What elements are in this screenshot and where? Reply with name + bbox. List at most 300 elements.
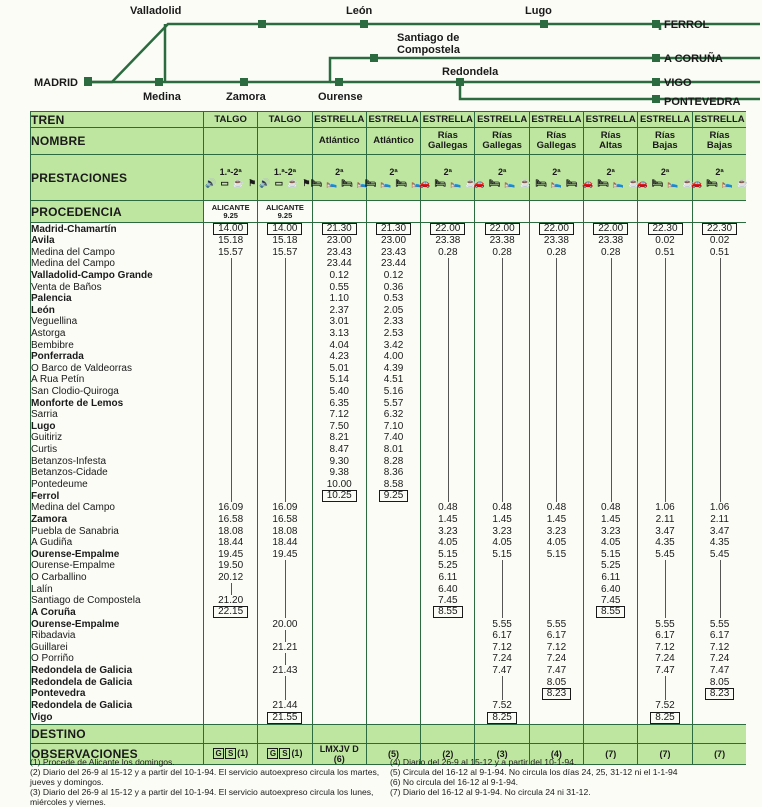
pass-line — [231, 455, 232, 467]
pass-line — [448, 328, 449, 340]
time-cell — [475, 223, 529, 236]
obs-box: G — [267, 748, 278, 759]
time-cell — [258, 467, 312, 479]
time-cell: 7.47 — [529, 665, 583, 677]
time-cell — [584, 467, 638, 479]
pass-line — [502, 386, 503, 398]
prestaciones-cell — [638, 155, 692, 201]
time-cell — [258, 281, 312, 293]
service-icon: 🛌 — [356, 178, 368, 188]
pass-line — [502, 467, 503, 479]
footnote: (3) Diario del 26-9 al 15-12 y a partir del 10-1-94. El servicio autoexpreso circula los lunes, miércoles y viernes. — [30, 787, 374, 807]
time-cell: 23.38 — [529, 235, 583, 247]
time-cell — [584, 339, 638, 351]
time-cell — [312, 700, 366, 712]
nombre-cell: Rías Gallegas — [421, 128, 475, 155]
destino-cell — [421, 724, 475, 743]
time-cell — [584, 258, 638, 270]
service-icon: 🚗 — [473, 178, 485, 188]
boxed-time: 8.23 — [542, 688, 571, 700]
pass-line — [231, 328, 232, 340]
pass-line — [231, 374, 232, 386]
time-cell: 4.51 — [366, 374, 420, 386]
time-cell — [258, 432, 312, 444]
pass-line — [556, 432, 557, 444]
time-cell: 19.45 — [204, 548, 258, 560]
time-cell — [529, 712, 583, 725]
station-name: Guillarei — [31, 642, 204, 654]
time-cell: 8.05 — [692, 676, 746, 688]
pass-line — [502, 374, 503, 386]
time-cell — [529, 386, 583, 398]
footnote: (7) Diario del 16-12 al 9-1-94. No circula 24 ni 31-12. — [390, 787, 591, 797]
time-cell — [258, 339, 312, 351]
obs-box: S — [225, 748, 236, 759]
pass-line — [556, 281, 557, 293]
pass-line — [448, 409, 449, 421]
station-row — [31, 421, 747, 433]
time-cell — [258, 293, 312, 305]
route-map — [0, 0, 762, 112]
pass-line — [285, 676, 286, 688]
station-name: Medina del Campo — [31, 502, 204, 514]
station-row — [31, 606, 747, 618]
boxed-time: 22.30 — [648, 223, 683, 235]
services — [582, 167, 640, 188]
boxed-time: 22.15 — [213, 606, 248, 618]
boxed-time: 9.25 — [379, 490, 408, 502]
pass-line — [611, 421, 612, 433]
time-cell: 5.15 — [421, 548, 475, 560]
time-cell: 4.39 — [366, 363, 420, 375]
time-cell: 4.35 — [638, 537, 692, 549]
pass-line — [285, 478, 286, 490]
pass-line — [502, 316, 503, 328]
time-cell — [638, 409, 692, 421]
time-cell — [366, 630, 420, 642]
time-cell — [475, 374, 529, 386]
time-cell — [692, 270, 746, 282]
time-cell — [421, 653, 475, 665]
time-cell — [421, 478, 475, 490]
pass-line — [231, 316, 232, 328]
time-cell — [584, 478, 638, 490]
time-cell: 8.47 — [312, 444, 366, 456]
station-row — [31, 502, 747, 514]
time-cell — [421, 223, 475, 236]
time-cell: 2.53 — [366, 328, 420, 340]
pass-line — [665, 316, 666, 328]
time-cell: 7.24 — [638, 653, 692, 665]
time-cell — [258, 630, 312, 642]
prestaciones-cell — [529, 155, 583, 201]
time-cell — [366, 712, 420, 725]
time-cell — [638, 386, 692, 398]
pass-line — [231, 305, 232, 317]
pass-line — [502, 432, 503, 444]
pass-line — [556, 421, 557, 433]
time-cell — [258, 316, 312, 328]
pass-line — [448, 421, 449, 433]
time-cell — [529, 421, 583, 433]
service-icons — [474, 178, 531, 188]
time-cell — [638, 374, 692, 386]
time-cell: 15.18 — [204, 235, 258, 247]
pass-line — [502, 328, 503, 340]
time-cell — [475, 606, 529, 618]
pass-line — [556, 351, 557, 363]
station-name: O Porriño — [31, 653, 204, 665]
pass-line — [285, 421, 286, 433]
pass-line — [720, 606, 721, 618]
time-cell — [692, 281, 746, 293]
time-cell — [475, 421, 529, 433]
station-row — [31, 514, 747, 526]
pass-line — [448, 339, 449, 351]
time-cell — [421, 618, 475, 630]
time-cell — [638, 467, 692, 479]
station-name: Avila — [31, 235, 204, 247]
pass-line — [665, 258, 666, 270]
time-cell: 23.44 — [366, 258, 420, 270]
pass-line — [720, 444, 721, 456]
pass-line — [720, 386, 721, 398]
station-name: Vigo — [31, 712, 204, 725]
time-cell — [421, 630, 475, 642]
time-cell — [204, 351, 258, 363]
time-cell — [692, 258, 746, 270]
pass-line — [665, 606, 666, 618]
time-cell — [204, 328, 258, 340]
tren-cell: ESTRELLA — [638, 112, 692, 128]
station-row — [31, 235, 747, 247]
pass-line — [285, 560, 286, 572]
boxed-time: 21.30 — [376, 223, 411, 235]
pass-line — [665, 397, 666, 409]
pass-line — [720, 583, 721, 595]
procedencia-cell — [692, 201, 746, 223]
station-row — [31, 432, 747, 444]
time-cell: 7.52 — [475, 700, 529, 712]
time-cell — [312, 630, 366, 642]
station-row — [31, 572, 747, 584]
station-row — [31, 595, 747, 607]
time-cell — [312, 514, 366, 526]
service-icons — [259, 178, 310, 188]
time-cell — [366, 665, 420, 677]
time-cell — [258, 455, 312, 467]
time-cell — [258, 595, 312, 607]
time-cell — [584, 409, 638, 421]
prestaciones-cell — [421, 155, 475, 201]
time-cell — [529, 363, 583, 375]
pass-line — [231, 490, 232, 502]
class-label: 1.ª-2ª — [219, 167, 242, 177]
pass-line — [285, 467, 286, 479]
city-lugo: Lugo — [525, 5, 552, 17]
time-cell — [638, 676, 692, 688]
station-name: Betanzos-Infesta — [31, 455, 204, 467]
time-cell: 3.01 — [312, 316, 366, 328]
time-cell: 21.21 — [258, 642, 312, 654]
pass-line — [285, 305, 286, 317]
time-cell: 3.23 — [529, 525, 583, 537]
time-cell — [421, 293, 475, 305]
time-cell — [204, 374, 258, 386]
time-cell — [638, 444, 692, 456]
pass-line — [720, 421, 721, 433]
pass-line — [502, 363, 503, 375]
time-cell — [258, 374, 312, 386]
time-cell — [638, 583, 692, 595]
boxed-time: 8.25 — [650, 712, 679, 724]
services — [258, 167, 311, 188]
time-cell — [204, 467, 258, 479]
pass-line — [611, 258, 612, 270]
pass-line — [231, 363, 232, 375]
time-cell: 5.25 — [421, 560, 475, 572]
station-name: Palencia — [31, 293, 204, 305]
tren-cell: ESTRELLA — [692, 112, 746, 128]
time-cell — [529, 281, 583, 293]
time-cell — [475, 444, 529, 456]
time-cell — [258, 560, 312, 572]
time-cell — [421, 421, 475, 433]
city-santiago-1: Santiago de — [397, 32, 460, 44]
pass-line — [720, 270, 721, 282]
service-icon: 🛌 — [612, 178, 625, 188]
pass-line — [502, 595, 503, 607]
time-cell — [366, 618, 420, 630]
pass-line — [285, 281, 286, 293]
time-cell: 3.13 — [312, 328, 366, 340]
time-cell — [312, 665, 366, 677]
time-cell — [638, 397, 692, 409]
pass-line — [665, 386, 666, 398]
pass-line — [231, 409, 232, 421]
time-cell: 6.17 — [638, 630, 692, 642]
pass-line — [285, 328, 286, 340]
time-cell — [258, 676, 312, 688]
nombre-label: NOMBRE — [31, 128, 204, 155]
pass-line — [720, 363, 721, 375]
time-cell — [475, 712, 529, 725]
station-name: Puebla de Sanabria — [31, 525, 204, 537]
pass-line — [720, 467, 721, 479]
time-cell: 0.48 — [529, 502, 583, 514]
service-icons — [311, 178, 368, 188]
time-cell: 21.20 — [204, 595, 258, 607]
time-cell — [421, 397, 475, 409]
time-cell — [258, 363, 312, 375]
time-cell: 5.15 — [529, 548, 583, 560]
time-cell: 9.30 — [312, 455, 366, 467]
pass-line — [665, 676, 666, 688]
pass-line — [720, 490, 721, 502]
time-cell — [204, 421, 258, 433]
time-cell — [366, 595, 420, 607]
pass-line — [285, 397, 286, 409]
pass-line — [720, 397, 721, 409]
time-cell: 4.05 — [584, 537, 638, 549]
station-name: Monforte de Lemos — [31, 397, 204, 409]
time-cell — [421, 363, 475, 375]
city-zamora: Zamora — [226, 91, 266, 103]
time-cell — [366, 490, 420, 502]
station-name: Ourense-Empalme — [31, 618, 204, 630]
time-cell — [421, 281, 475, 293]
time-cell — [584, 328, 638, 340]
time-cell: 0.28 — [529, 247, 583, 259]
pass-line — [285, 630, 286, 642]
time-cell: 7.12 — [475, 642, 529, 654]
service-icon: ☕ — [287, 178, 299, 188]
time-cell — [475, 339, 529, 351]
destino-cell — [475, 724, 529, 743]
time-cell — [312, 712, 366, 725]
time-cell: 18.44 — [258, 537, 312, 549]
station-row — [31, 316, 747, 328]
time-cell — [366, 548, 420, 560]
pass-line — [285, 606, 286, 618]
prestaciones-cell — [364, 155, 423, 201]
service-icon: 🛏 — [535, 178, 547, 188]
pass-line — [285, 339, 286, 351]
tren-cell: TALGO — [258, 112, 312, 128]
time-cell — [258, 712, 312, 725]
time-cell — [475, 386, 529, 398]
obs-text: (4) — [550, 748, 562, 759]
footnotes — [30, 757, 750, 807]
time-cell — [692, 606, 746, 618]
time-cell: 0.28 — [421, 247, 475, 259]
time-cell — [258, 421, 312, 433]
station-name: Veguellina — [31, 316, 204, 328]
time-cell — [529, 409, 583, 421]
prestaciones-cell — [691, 155, 749, 201]
time-cell — [584, 642, 638, 654]
service-icon: ☕ — [519, 178, 531, 188]
time-cell: 20.00 — [258, 618, 312, 630]
service-icon: 🛏 — [310, 178, 323, 188]
time-cell: 2.11 — [692, 514, 746, 526]
pass-line — [285, 351, 286, 363]
pass-line — [720, 339, 721, 351]
pass-line — [285, 386, 286, 398]
pass-line — [448, 351, 449, 363]
time-cell — [366, 537, 420, 549]
pass-line — [665, 270, 666, 282]
station-row — [31, 548, 747, 560]
station-name: Venta de Baños — [31, 281, 204, 293]
service-icon: 🛌 — [449, 178, 462, 188]
station-row — [31, 247, 747, 259]
station-name: Bembibre — [31, 339, 204, 351]
pass-line — [285, 490, 286, 502]
station-row — [31, 223, 747, 236]
time-cell — [204, 339, 258, 351]
pass-line — [502, 606, 503, 618]
time-cell — [421, 688, 475, 700]
pass-line — [285, 409, 286, 421]
time-cell — [258, 444, 312, 456]
time-cell — [584, 386, 638, 398]
station-row — [31, 409, 747, 421]
pass-line — [231, 397, 232, 409]
time-cell — [584, 700, 638, 712]
service-icon: 🚗 — [419, 178, 431, 188]
station-name: Zamora — [31, 514, 204, 526]
pass-line — [502, 258, 503, 270]
pass-line — [231, 351, 232, 363]
class-label: 2ª — [335, 167, 344, 177]
pass-line — [502, 444, 503, 456]
time-cell: 23.00 — [312, 235, 366, 247]
time-cell — [421, 665, 475, 677]
time-cell: 7.47 — [692, 665, 746, 677]
time-cell — [692, 351, 746, 363]
time-cell — [366, 688, 420, 700]
time-cell — [421, 712, 475, 725]
service-icon: 🚗 — [636, 178, 648, 188]
time-cell: 6.17 — [529, 630, 583, 642]
services — [473, 167, 531, 188]
service-icons — [419, 178, 476, 188]
boxed-time: 8.23 — [705, 688, 734, 700]
station-name: O Barco de Valdeorras — [31, 363, 204, 375]
time-cell — [529, 444, 583, 456]
time-cell: 0.48 — [584, 502, 638, 514]
time-cell: 0.48 — [475, 502, 529, 514]
time-cell: 2.37 — [312, 305, 366, 317]
services — [310, 167, 368, 188]
time-cell — [475, 258, 529, 270]
time-cell: 16.58 — [258, 514, 312, 526]
service-icon: ⚑ — [248, 178, 257, 188]
class-label: 2ª — [660, 167, 670, 177]
time-cell: 23.43 — [312, 247, 366, 259]
time-cell — [692, 688, 746, 700]
time-cell: 8.01 — [366, 444, 420, 456]
time-cell — [584, 676, 638, 688]
time-cell — [258, 583, 312, 595]
pass-line — [285, 270, 286, 282]
time-cell — [312, 525, 366, 537]
time-cell — [475, 583, 529, 595]
station-name: Ourense-Empalme — [31, 548, 204, 560]
station-row — [31, 444, 747, 456]
station-name: A Coruña — [31, 606, 204, 618]
row-destino — [31, 724, 747, 743]
station-row — [31, 455, 747, 467]
tren-label: TREN — [31, 112, 204, 128]
pass-line — [720, 595, 721, 607]
boxed-time: 22.00 — [430, 223, 465, 235]
time-cell — [258, 305, 312, 317]
station-name: Redondela de Galicia — [31, 665, 204, 677]
pass-line — [611, 397, 612, 409]
time-cell — [258, 606, 312, 618]
time-cell — [475, 595, 529, 607]
obs-box: G — [213, 748, 224, 759]
time-cell — [529, 572, 583, 584]
time-cell: 6.40 — [421, 583, 475, 595]
time-cell — [529, 432, 583, 444]
time-cell: 23.38 — [421, 235, 475, 247]
tren-cell: ESTRELLA — [312, 112, 366, 128]
obs-box: S — [279, 748, 290, 759]
time-cell — [692, 397, 746, 409]
